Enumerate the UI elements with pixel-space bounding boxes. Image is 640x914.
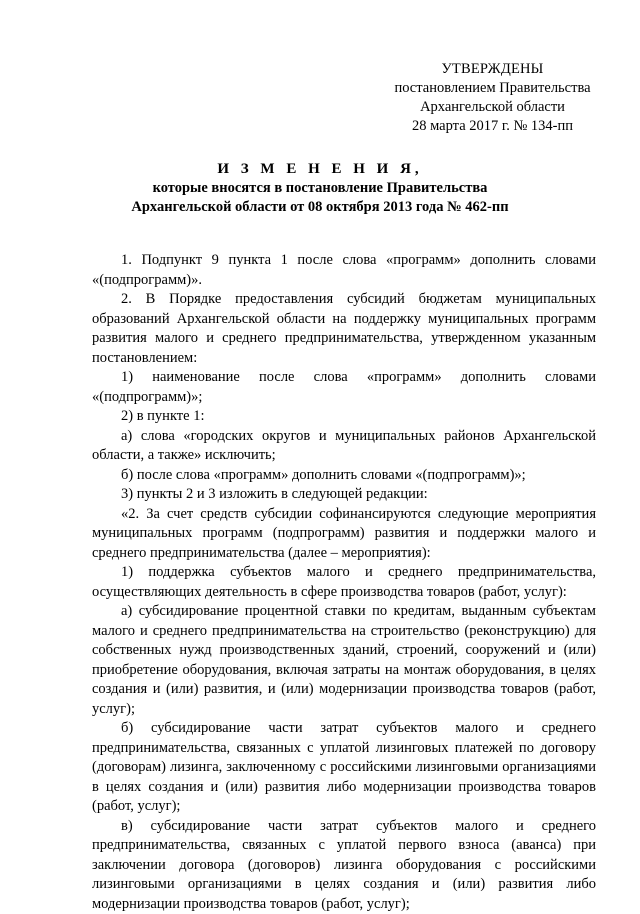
paragraph: 2. В Порядке предоставления субсидий бюджетам муниципальных образований Архангельской области на поддержку муниципальных программ развития малого и среднего предпринимательства, утвержденном указанным постановлением: — [92, 290, 596, 368]
heading-subtitle-line: которые вносятся в постановление Правительства — [90, 179, 550, 198]
approval-title: УТВЕРЖДЕНЫ — [385, 60, 600, 79]
approval-date-line: 28 марта 2017 г. № 134-пп — [385, 117, 600, 136]
paragraph: «2. За счет средств субсидии софинансируются следующие мероприятия муниципальных программ (подпрограмм) развития и поддержки малого и среднего предпринимательства (далее – мероприятия): — [92, 505, 596, 564]
document-body — [92, 251, 596, 914]
paragraph: 1. Подпункт 9 пункта 1 после слова «программ» дополнить словами «(подпрограмм)». — [92, 251, 596, 290]
approval-line: Архангельской области — [385, 98, 600, 117]
paragraph: 1) поддержка субъектов малого и среднего предпринимательства, осуществляющих деятельность в сфере производства товаров (работ, услуг): — [92, 563, 596, 602]
paragraph: б) субсидирование части затрат субъектов малого и среднего предпринимательства, связанных с уплатой лизинговых платежей по договору (договорам) лизинга, заключенному с российскими лизинговыми организациями в целях создания и (или) развития либо модернизации производства товаров (работ, услуг); — [92, 719, 596, 817]
heading-subtitle-line: Архангельской области от 08 октября 2013 года № 462-пп — [90, 198, 550, 217]
approval-line: постановлением Правительства — [385, 79, 600, 98]
paragraph: а) субсидирование процентной ставки по кредитам, выданным субъектам малого и среднего предпринимательства на строительство (реконструкцию) для собственных нужд производственных зданий, строений, сооружений и (или) приобретение оборудования, включая затраты на монтаж оборудования, в целях создания и (или) развития, и (или) модернизации производства товаров (работ, услуг); — [92, 602, 596, 719]
paragraph: 2) в пункте 1: — [92, 407, 596, 427]
paragraph: 3) пункты 2 и 3 изложить в следующей редакции: — [92, 485, 596, 505]
paragraph: 1) наименование после слова «программ» дополнить словами «(подпрограмм)»; — [92, 368, 596, 407]
paragraph: в) субсидирование части затрат субъектов малого и среднего предпринимательства, связанных с уплатой первого взноса (аванса) при заключении договора (договоров) лизинга оборудования с российскими лизинговыми организациями в целях создания и (или) развития либо модернизации производства товаров (работ, услуг); — [92, 817, 596, 914]
approval-block — [385, 60, 600, 136]
heading-title: И З М Е Н Е Н И Я, — [90, 160, 550, 179]
paragraph: б) после слова «программ» дополнить словами «(подпрограмм)»; — [92, 466, 596, 486]
paragraph: а) слова «городских округов и муниципальных районов Архангельской области, а также» исключить; — [92, 427, 596, 466]
document-heading — [90, 160, 550, 217]
